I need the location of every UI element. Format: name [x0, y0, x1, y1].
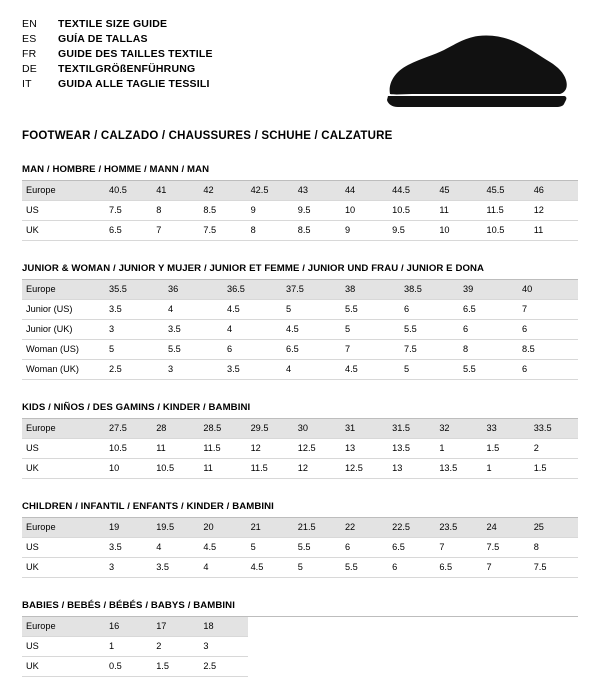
cell: 6: [519, 320, 578, 340]
cell: 1: [484, 459, 531, 479]
cell: 10.5: [153, 459, 200, 479]
language-code: EN: [22, 18, 37, 30]
cell: 6: [519, 360, 578, 380]
cell: 5: [342, 320, 401, 340]
cell: 7: [342, 340, 401, 360]
cell: 1.5: [531, 459, 578, 479]
cell: 23.5: [436, 518, 483, 538]
cell: 2: [531, 439, 578, 459]
size-table-kids: [22, 419, 578, 479]
cell: 11: [436, 201, 483, 221]
cell: 42: [200, 181, 247, 201]
cell: 1.5: [153, 657, 200, 677]
row-label: US: [22, 637, 106, 657]
cell-empty: [531, 637, 578, 657]
language-title: TEXTILE SIZE GUIDE: [58, 18, 168, 30]
cell: 45.5: [484, 181, 531, 201]
cell: 6: [401, 300, 460, 320]
cell: 3.5: [165, 320, 224, 340]
row-label: US: [22, 538, 106, 558]
cell: 7.5: [200, 221, 247, 241]
row-label: Europe: [22, 419, 106, 439]
cell: 21.5: [295, 518, 342, 538]
cell: 6.5: [283, 340, 342, 360]
cell: 9: [342, 221, 389, 241]
cell: 5: [283, 300, 342, 320]
row-label: UK: [22, 221, 106, 241]
size-table-man: [22, 181, 578, 241]
cell: 22: [342, 518, 389, 538]
cell: 46: [531, 181, 578, 201]
cell: 11: [153, 439, 200, 459]
cell: 12.5: [342, 459, 389, 479]
size-table-babies: [22, 617, 578, 677]
cell: 3: [106, 558, 153, 578]
table-row: [22, 558, 578, 578]
cell: 4: [165, 300, 224, 320]
cell: 0.5: [106, 657, 153, 677]
language-row: [22, 63, 213, 76]
table-row: [22, 181, 578, 201]
cell: 16: [106, 617, 153, 637]
cell: 33.5: [531, 419, 578, 439]
cell: 13.5: [436, 459, 483, 479]
cell: 44.5: [389, 181, 436, 201]
cell-empty: [295, 657, 342, 677]
cell: 4.5: [224, 300, 283, 320]
cell: 38: [342, 280, 401, 300]
cell: 38.5: [401, 280, 460, 300]
language-code: FR: [22, 48, 37, 60]
cell-empty: [389, 657, 436, 677]
cell: 31.5: [389, 419, 436, 439]
table-row: [22, 300, 578, 320]
cell: 10.5: [484, 221, 531, 241]
cell: 44: [342, 181, 389, 201]
group-title: BABIES / BEBÉS / BÉBÉS / BABYS / BAMBINI: [22, 600, 578, 617]
cell: 45: [436, 181, 483, 201]
group-children: [22, 501, 578, 578]
cell: 10.5: [106, 439, 153, 459]
cell-empty: [484, 617, 531, 637]
table-row: [22, 280, 578, 300]
cell-empty: [389, 617, 436, 637]
cell: 4: [224, 320, 283, 340]
row-label: UK: [22, 459, 106, 479]
cell: 9.5: [295, 201, 342, 221]
cell: 3.5: [153, 558, 200, 578]
row-label: Europe: [22, 181, 106, 201]
cell: 5: [295, 558, 342, 578]
row-label: US: [22, 201, 106, 221]
cell: 7.5: [401, 340, 460, 360]
cell-empty: [531, 617, 578, 637]
cell: 31: [342, 419, 389, 439]
row-label: UK: [22, 657, 106, 677]
cell: 1: [436, 439, 483, 459]
table-row: [22, 657, 578, 677]
cell-empty: [342, 637, 389, 657]
cell: 28: [153, 419, 200, 439]
cell: 5: [106, 340, 165, 360]
cell-empty: [342, 657, 389, 677]
cell: 11: [200, 459, 247, 479]
cell: 5.5: [342, 558, 389, 578]
cell: 3: [200, 637, 247, 657]
cell-empty: [248, 617, 295, 637]
cell: 6: [389, 558, 436, 578]
cell: 12: [531, 201, 578, 221]
cell: 13.5: [389, 439, 436, 459]
cell: 10: [342, 201, 389, 221]
cell: 4: [283, 360, 342, 380]
cell: 2.5: [106, 360, 165, 380]
cell: 40.5: [106, 181, 153, 201]
language-title-list: [22, 18, 213, 91]
cell: 37.5: [283, 280, 342, 300]
group-title: MAN / HOMBRE / HOMME / MANN / MAN: [22, 164, 578, 181]
group-babies: [22, 600, 578, 677]
cell: 6.5: [460, 300, 519, 320]
row-label: US: [22, 439, 106, 459]
language-code: DE: [22, 63, 37, 75]
group-junior-woman: [22, 263, 578, 380]
cell: 6.5: [436, 558, 483, 578]
cell: 9: [248, 201, 295, 221]
cell: 4.5: [342, 360, 401, 380]
cell: 33: [484, 419, 531, 439]
cell: 36: [165, 280, 224, 300]
cell: 12.5: [295, 439, 342, 459]
cell-empty: [436, 657, 483, 677]
cell: 27.5: [106, 419, 153, 439]
row-label: Europe: [22, 518, 106, 538]
cell: 6: [342, 538, 389, 558]
cell: 3.5: [224, 360, 283, 380]
cell: 20: [200, 518, 247, 538]
cell: 4.5: [248, 558, 295, 578]
cell: 3: [165, 360, 224, 380]
cell: 17: [153, 617, 200, 637]
table-row: [22, 340, 578, 360]
cell: 30: [295, 419, 342, 439]
table-row: [22, 221, 578, 241]
cell-empty: [248, 637, 295, 657]
cell: 12: [295, 459, 342, 479]
table-row: [22, 320, 578, 340]
size-table-junior-woman: [22, 280, 578, 380]
cell: 3.5: [106, 300, 165, 320]
group-title: KIDS / NIÑOS / DES GAMINS / KINDER / BAMBINI: [22, 402, 578, 419]
cell: 24: [484, 518, 531, 538]
language-code: ES: [22, 33, 37, 45]
cell: 39: [460, 280, 519, 300]
cell: 8: [531, 538, 578, 558]
cell: 11.5: [200, 439, 247, 459]
group-title: JUNIOR & WOMAN / JUNIOR Y MUJER / JUNIOR ET FEMME / JUNIOR UND FRAU / JUNIOR E DONA: [22, 263, 578, 280]
cell-empty: [484, 637, 531, 657]
cell: 13: [389, 459, 436, 479]
cell-empty: [248, 657, 295, 677]
size-table-children: [22, 518, 578, 578]
cell: 42.5: [248, 181, 295, 201]
cell: 4.5: [283, 320, 342, 340]
cell: 28.5: [200, 419, 247, 439]
cell-empty: [295, 617, 342, 637]
group-kids: [22, 402, 578, 479]
language-row: [22, 33, 213, 46]
language-code: IT: [22, 78, 32, 90]
cell: 7: [519, 300, 578, 320]
language-row: [22, 18, 213, 31]
cell: 5.5: [460, 360, 519, 380]
cell: 7.5: [484, 538, 531, 558]
table-row: [22, 617, 578, 637]
table-row: [22, 518, 578, 538]
row-label: UK: [22, 558, 106, 578]
cell: 12: [248, 439, 295, 459]
language-title: GUIDA ALLE TAGLIE TESSILI: [58, 78, 210, 90]
cell: 41: [153, 181, 200, 201]
cell-empty: [389, 637, 436, 657]
cell: 43: [295, 181, 342, 201]
cell: 4.5: [200, 538, 247, 558]
cell: 11.5: [248, 459, 295, 479]
cell: 21: [248, 518, 295, 538]
cell: 9.5: [389, 221, 436, 241]
language-title: GUIDE DES TAILLES TEXTILE: [58, 48, 213, 60]
table-row: [22, 439, 578, 459]
cell: 7.5: [106, 201, 153, 221]
table-row: [22, 538, 578, 558]
cell: 18: [200, 617, 247, 637]
row-label: Europe: [22, 617, 106, 637]
cell-empty: [436, 617, 483, 637]
cell: 25: [531, 518, 578, 538]
language-title: GUÍA DE TALLAS: [58, 33, 148, 45]
cell: 19.5: [153, 518, 200, 538]
cell: 7: [436, 538, 483, 558]
cell: 8: [153, 201, 200, 221]
cell: 40: [519, 280, 578, 300]
group-man: [22, 164, 578, 241]
cell: 4: [200, 558, 247, 578]
cell: 5.5: [295, 538, 342, 558]
row-label: Europe: [22, 280, 106, 300]
table-row: [22, 637, 578, 657]
cell: 7.5: [531, 558, 578, 578]
cell: 11: [531, 221, 578, 241]
cell: 8.5: [200, 201, 247, 221]
cell: 8: [460, 340, 519, 360]
cell: 1.5: [484, 439, 531, 459]
dress-shoe-icon: [382, 32, 572, 114]
cell: 5: [248, 538, 295, 558]
row-label: Junior (UK): [22, 320, 106, 340]
cell: 6.5: [389, 538, 436, 558]
cell: 2: [153, 637, 200, 657]
cell-empty: [295, 637, 342, 657]
cell: 5.5: [401, 320, 460, 340]
table-row: [22, 201, 578, 221]
cell: 35.5: [106, 280, 165, 300]
cell: 13: [342, 439, 389, 459]
cell: 6.5: [106, 221, 153, 241]
row-label: Woman (US): [22, 340, 106, 360]
cell: 2.5: [200, 657, 247, 677]
cell: 7: [153, 221, 200, 241]
row-label: Junior (US): [22, 300, 106, 320]
cell: 8.5: [295, 221, 342, 241]
cell: 8.5: [519, 340, 578, 360]
cell: 8: [248, 221, 295, 241]
cell: 10: [106, 459, 153, 479]
language-title: TEXTILGRÖßENFÜHRUNG: [58, 63, 196, 75]
cell: 1: [106, 637, 153, 657]
table-row: [22, 419, 578, 439]
cell: 5: [401, 360, 460, 380]
cell: 11.5: [484, 201, 531, 221]
document-header: [22, 18, 578, 114]
cell: 32: [436, 419, 483, 439]
cell: 3.5: [106, 538, 153, 558]
cell-empty: [484, 657, 531, 677]
cell-empty: [531, 657, 578, 677]
cell: 10: [436, 221, 483, 241]
footwear-section-title: FOOTWEAR / CALZADO / CHAUSSURES / SCHUHE / CALZATURE: [22, 130, 393, 142]
cell-empty: [342, 617, 389, 637]
cell: 3: [106, 320, 165, 340]
cell: 29.5: [248, 419, 295, 439]
cell: 6: [224, 340, 283, 360]
cell-empty: [436, 637, 483, 657]
table-row: [22, 459, 578, 479]
cell: 10.5: [389, 201, 436, 221]
cell: 7: [484, 558, 531, 578]
cell: 4: [153, 538, 200, 558]
row-label: Woman (UK): [22, 360, 106, 380]
cell: 22.5: [389, 518, 436, 538]
cell: 5.5: [342, 300, 401, 320]
cell: 36.5: [224, 280, 283, 300]
cell: 19: [106, 518, 153, 538]
cell: 6: [460, 320, 519, 340]
cell: 5.5: [165, 340, 224, 360]
language-row: [22, 48, 213, 61]
language-row: [22, 78, 213, 91]
group-title: CHILDREN / INFANTIL / ENFANTS / KINDER / BAMBINI: [22, 501, 578, 518]
table-row: [22, 360, 578, 380]
